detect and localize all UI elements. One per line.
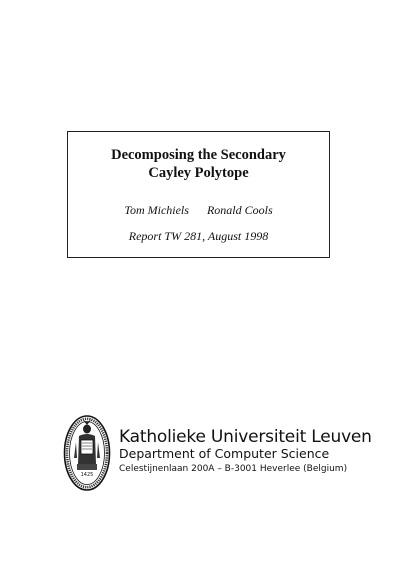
department-address: Celestijnenlaan 200A – B-3001 Heverlee (Belgium) [119,464,348,474]
department-name: Department of Computer Science [119,446,330,461]
report-title-line-2: Cayley Polytope [148,165,249,181]
author-2: Ronald Cools [206,203,273,217]
title-box [67,131,330,258]
report-number: Report TW 281, August 1998 [128,229,269,243]
author-1: Tom Michiels [124,203,189,217]
authors [68,203,329,217]
report-title [68,146,329,182]
university-name: Katholieke Universiteit Leuven [119,427,372,447]
seal-year: 1425 [80,472,94,478]
university-seal-logo [63,414,111,492]
report-title-line-1: Decomposing the Secondary [111,147,286,163]
